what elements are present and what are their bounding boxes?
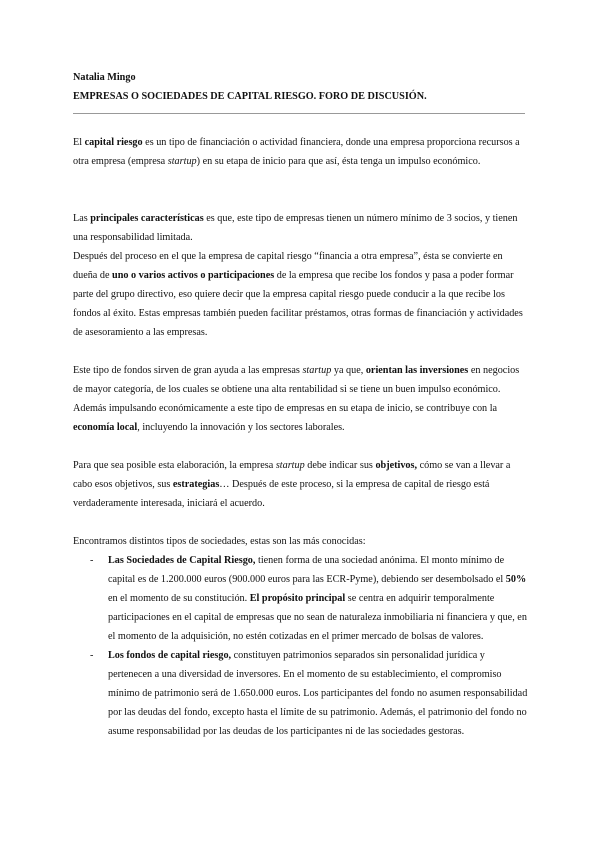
- title-divider: [73, 113, 525, 114]
- italic-term: startup: [302, 365, 332, 376]
- text-run: debe indicar sus: [304, 460, 376, 471]
- paragraph-definition: [73, 133, 528, 171]
- text-run: Este tipo de fondos sirven de gran ayuda a las empresas: [73, 365, 303, 376]
- text-run: ya que,: [331, 365, 366, 376]
- author-name: Natalia Mingo: [73, 72, 136, 83]
- paragraph-characteristics: [73, 209, 528, 247]
- bold-term: estrategias: [172, 479, 220, 490]
- paragraph-benefits: [73, 361, 528, 437]
- bold-term: uno o varios activos o participaciones: [112, 270, 275, 281]
- document-title: EMPRESAS O SOCIEDADES DE CAPITAL RIESGO. FORO DE DISCUSIÓN.: [73, 91, 427, 102]
- bold-term: 50%: [505, 574, 527, 585]
- text-run: Para que sea posible esta elaboración, la empresa: [73, 460, 276, 471]
- list-item: [73, 646, 528, 741]
- text-run: Las: [73, 213, 91, 224]
- text-run: ) en su etapa de inicio para que así, ésta tenga un impulso económico.: [196, 156, 481, 167]
- text-run: constituyen patrimonios separados sin personalidad jurídica y pertenecen a una diversidad de inversores. En el momento de su establecimiento, el compromiso mínimo de patrimonio será de 1.650.000 euros. Los participantes del fondo no asumen responsabilidad por las deudas del fondo, excepto hasta el límite de su patrimonio. Además, el patrimonio del fondo no asume responsabilidad por las deudas de los participantes ni de las sociedades gestoras.: [108, 650, 528, 737]
- bold-term: Las Sociedades de Capital Riesgo,: [108, 555, 256, 566]
- bold-term: Los fondos de capital riesgo,: [108, 650, 232, 661]
- text-run: , incluyendo la innovación y los sectores laborales.: [137, 422, 345, 433]
- document-page: [73, 68, 528, 741]
- bold-term: capital riesgo: [84, 137, 143, 148]
- text-run: es que, este tipo de empresas tienen un número mínimo de 3 socios, y tienen una responsabilidad limitada.: [73, 213, 518, 243]
- paragraph-requirements: [73, 456, 528, 513]
- list-item: [73, 551, 528, 646]
- text-run: Encontramos distintos tipos de sociedades, estas son las más conocidas:: [73, 536, 366, 547]
- text-run: Después del proceso en el que la empresa de capital riesgo “financia a otra empresa”, ésta se convierte en dueña de: [73, 251, 503, 281]
- text-run: de la empresa que recibe los fondos y pasa a poder formar parte del grupo directivo, eso quiere decir que la empresa capital riesgo puede conducir a la que recibe los fondos al éxito. Estas empresas también pueden facilitar préstamos, otras formas de financiación y actividades de asesoramiento a las empresas.: [73, 270, 523, 338]
- paragraph-process: [73, 247, 528, 342]
- bold-term: orientan las inversiones: [365, 365, 469, 376]
- text-run: El: [73, 137, 85, 148]
- bold-term: economía local: [73, 422, 138, 433]
- bold-term: objetivos,: [375, 460, 418, 471]
- paragraph-types-intro: [73, 532, 528, 551]
- types-list: [73, 551, 528, 741]
- italic-term: startup: [275, 460, 305, 471]
- bold-term: El propósito principal: [249, 593, 346, 604]
- text-run: se centra en adquirir temporalmente participaciones en el capital de empresas que no sean de naturaleza inmobiliaria ni financiera y que, en el momento de la adquisición, no estén cotizadas en el primer mercado de bolsas de valores.: [108, 593, 527, 642]
- text-run: en el momento de su constitución.: [108, 593, 250, 604]
- list-dash: -: [90, 650, 94, 661]
- text-run: cómo se van a llevar a cabo esos objetivos, sus: [73, 460, 511, 490]
- text-run: … Después de este proceso, si la empresa de capital de riesgo está verdaderamente interesada, iniciará el acuerdo.: [73, 479, 490, 509]
- text-run: es un tipo de financiación o actividad financiera, donde una empresa proporciona recursos a otra empresa (empresa: [73, 137, 520, 167]
- list-dash: -: [90, 555, 94, 566]
- text-run: en negocios de mayor categoría, de los cuales se obtiene una alta rentabilidad si se tiene un buen impulso económico. Además impulsando económicamente a este tipo de empresas en su etapa de inicio, se contribuye con la: [73, 365, 520, 414]
- text-run: tienen forma de una sociedad anónima. El monto mínimo de capital es de 1.200.000 euros (900.000 euros para las ECR-Pyme), debiendo ser desembolsado el: [108, 555, 506, 585]
- italic-term: startup: [167, 156, 197, 167]
- bold-term: principales características: [90, 213, 204, 224]
